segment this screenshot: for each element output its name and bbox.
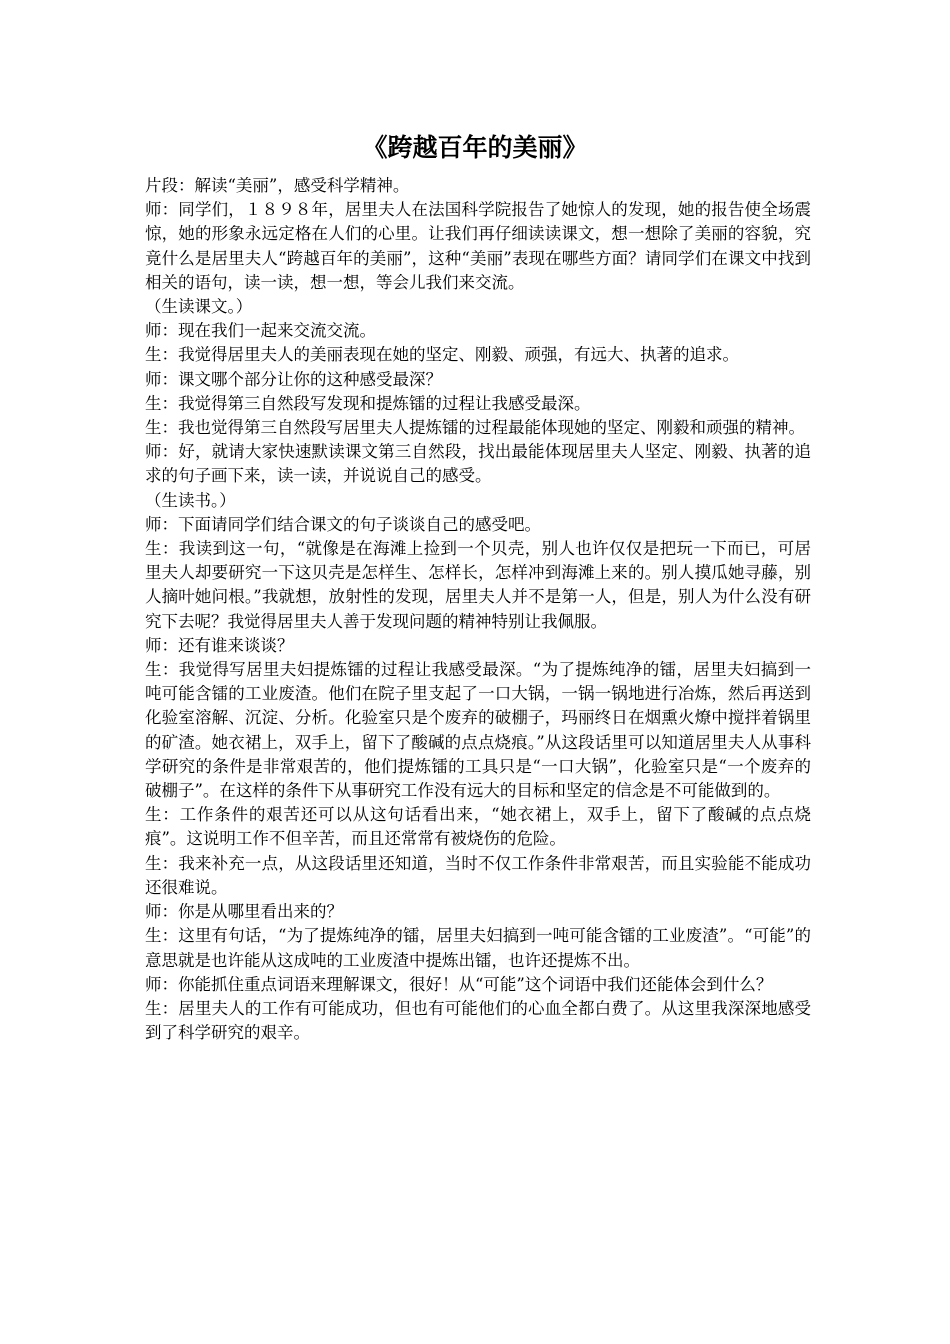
paragraph: 师：课文哪个部分让你的这种感受最深？: [145, 369, 442, 389]
paragraph: 师：好，就请大家快速默读课文第三自然段，找出最能体现居里夫人坚定、刚毅、执著的追求的句子画下来，读一读，并说说自己的感受。: [145, 442, 811, 486]
paragraph: 师：你是从哪里看出来的？: [145, 902, 343, 922]
paragraph: 生：我读到这一句，“就像是在海滩上捡到一个贝壳，别人也许仅仅是把玩一下而已，可居里夫人却要研究一下这贝壳是怎样生、怎样长，怎样冲到海滩上来的。别人摸瓜她寻藤，别人摘叶她问根。”我就想，放射性的发现，居里夫人并不是第一人，但是，别人为什么没有研究下去呢？我觉得居里夫人善于发现问题的精神特别让我佩服。: [145, 539, 811, 631]
paragraph: 生：这里有句话，“为了提炼纯净的镭，居里夫妇搞到一吨可能含镭的工业废渣”。“可能”的意思就是也许能从这成吨的工业废渣中提炼出镭，也许还提炼不出。: [145, 926, 811, 970]
paragraph: 师：下面请同学们结合课文的句子谈谈自己的感受吧。: [145, 514, 541, 534]
paragraph: （生读课文。）: [145, 297, 253, 317]
paragraph: 生：我觉得居里夫人的美丽表现在她的坚定、刚毅、顽强，有远大、执著的追求。: [145, 345, 739, 365]
paragraph: 师：同学们，１８９８年，居里夫人在法国科学院报告了她惊人的发现，她的报告使全场震惊，她的形象永远定格在人们的心里。让我们再仔细读读课文，想一想除了美丽的容貌，究竟什么是居里夫人“跨越百年的美丽”，这种“美丽”表现在哪些方面？请同学们在课文中找到相关的语句，读一读，想一想，等会儿我们来交流。: [145, 200, 811, 292]
document-body: [145, 174, 811, 1045]
paragraph-intro: 片段：解读“美丽”，感受科学精神。: [145, 176, 410, 195]
paragraph: （生读书。）: [145, 490, 236, 510]
paragraph: 生：我来补充一点，从这段话里还知道，当时不仅工作条件非常艰苦，而且实验能不能成功还很难说。: [145, 853, 811, 897]
paragraph: 生：我觉得第三自然段写发现和提炼镭的过程让我感受最深。: [145, 393, 591, 413]
paragraph: 师：还有谁来谈谈？: [145, 635, 294, 655]
paragraph: 生：工作条件的艰苦还可以从这句话看出来，“她衣裙上，双手上，留下了酸碱的点点烧痕”。这说明工作不但辛苦，而且还常常有被烧伤的危险。: [145, 805, 811, 849]
paragraph: 生：居里夫人的工作有可能成功，但也有可能他们的心血全都白费了。从这里我深深地感受到了科学研究的艰辛。: [145, 998, 811, 1043]
paragraph: 生：我觉得写居里夫妇提炼镭的过程让我感受最深。“为了提炼纯净的镭，居里夫妇搞到一吨可能含镭的工业废渣。他们在院子里支起了一口大锅，一锅一锅地进行冶炼，然后再送到化验室溶解、沉淀、分析。化验室只是个废弃的破棚子，玛丽终日在烟熏火燎中搅拌着锅里的矿渣。她衣裙上，双手上，留下了酸碱的点点烧痕。”从这段话里可以知道居里夫人从事科学研究的条件是非常艰苦的，他们提炼镭的工具只是“一口大锅”，化验室只是“一个废弃的破棚子”。在这样的条件下从事研究工作没有远大的目标和坚定的信念是不可能做到的。: [145, 660, 811, 801]
paragraph: 师：现在我们一起来交流交流。: [145, 321, 376, 341]
paragraph: 师：你能抓住重点词语来理解课文，很好！从“可能”这个词语中我们还能体会到什么？: [145, 974, 773, 994]
paragraph: 生：我也觉得第三自然段写居里夫人提炼镭的过程最能体现她的坚定、刚毅和顽强的精神。: [145, 418, 805, 438]
document-title: 《跨越百年的美丽》: [362, 133, 588, 162]
